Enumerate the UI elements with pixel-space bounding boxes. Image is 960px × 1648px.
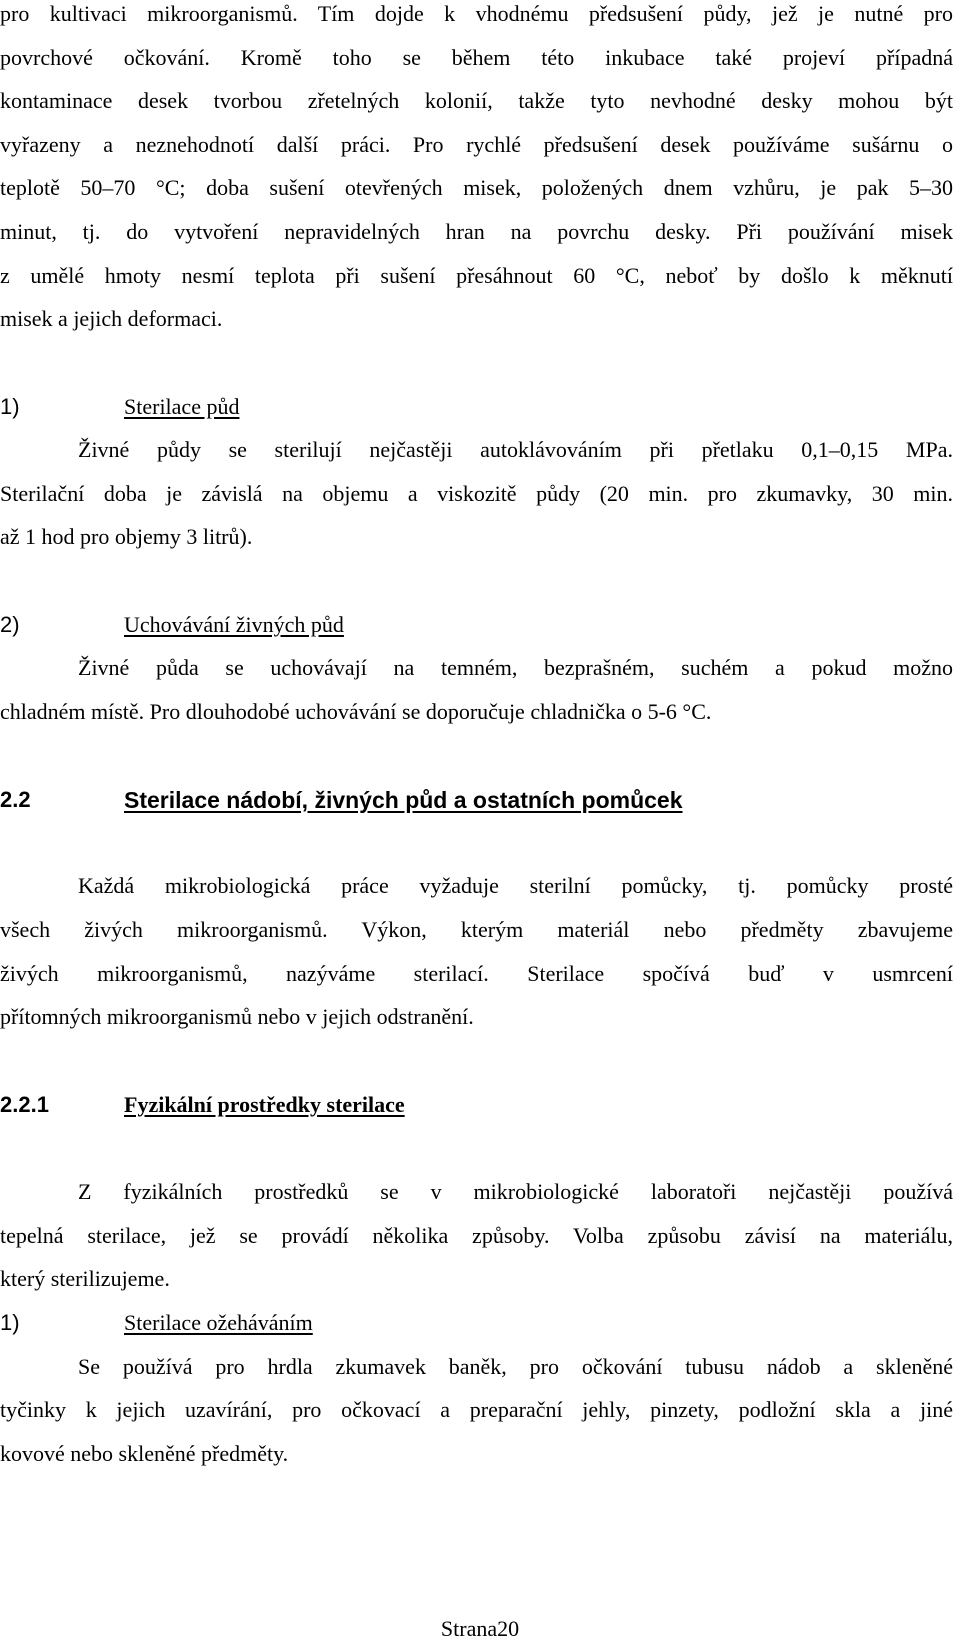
- subsection-title: Sterilace ožeháváním: [124, 1310, 313, 1335]
- section-heading: Sterilace nádobí, živných půd a ostatních pomůcek: [124, 787, 683, 813]
- paragraph-line: Z fyzikálních prostředků se v mikrobiologické laboratoři nejčastěji používá: [78, 1179, 953, 1204]
- paragraph-line: až 1 hod pro objemy 3 litrů).: [0, 524, 253, 549]
- paragraph-line: z umělé hmoty nesmí teplota při sušení přesáhnout 60 °C, neboť by došlo k měknutí: [0, 263, 953, 288]
- page-number: Strana20: [440, 1616, 520, 1641]
- paragraph-line: pro kultivaci mikroorganismů. Tím dojde k vhodnému předsušení půdy, jež je nutné pro: [0, 1, 953, 26]
- paragraph-line: teplotě 50–70 °C; doba sušení otevřených misek, položených dnem vzhůru, je pak 5–30: [0, 175, 953, 200]
- subsection-title: Sterilace půd: [124, 394, 240, 419]
- section-number: 2.2: [0, 787, 31, 812]
- paragraph-line: Každá mikrobiologická práce vyžaduje sterilní pomůcky, tj. pomůcky prosté: [78, 873, 953, 898]
- subsection-title: Uchovávání živných půd: [124, 612, 344, 637]
- paragraph-line: kovové nebo skleněné předměty.: [0, 1441, 289, 1466]
- paragraph-line: který sterilizujeme.: [0, 1266, 170, 1291]
- paragraph-line: povrchové očkování. Kromě toho se během této inkubace také projeví případná: [0, 45, 953, 70]
- section-heading: Fyzikální prostředky sterilace: [124, 1092, 405, 1117]
- list-number: 1): [0, 1310, 20, 1335]
- paragraph-line: živých mikroorganismů, nazýváme sterilací. Sterilace spočívá buď v usmrcení: [0, 961, 953, 986]
- list-number: 1): [0, 394, 20, 419]
- paragraph-line: přítomných mikroorganismů nebo v jejich odstranění.: [0, 1004, 474, 1029]
- paragraph-line: misek a jejich deformaci.: [0, 306, 223, 331]
- paragraph-line: Živné půda se uchovávají na temném, bezprašném, suchém a pokud možno: [78, 655, 953, 680]
- paragraph-line: tepelná sterilace, jež se provádí několika způsoby. Volba způsobu závisí na materiálu,: [0, 1223, 953, 1248]
- paragraph-line: všech živých mikroorganismů. Výkon, kterým materiál nebo předměty zbavujeme: [0, 917, 953, 942]
- list-number: 2): [0, 612, 20, 637]
- paragraph-line: kontaminace desek tvorbou zřetelných kolonií, takže tyto nevhodné desky mohou být: [0, 88, 953, 113]
- paragraph-line: Se používá pro hrdla zkumavek baněk, pro očkování tubusu nádob a skleněné: [78, 1354, 953, 1379]
- paragraph-line: Živné půdy se sterilují nejčastěji autoklávováním při přetlaku 0,1–0,15 MPa.: [78, 437, 953, 462]
- paragraph-line: minut, tj. do vytvoření nepravidelných hran na povrchu desky. Při používání misek: [0, 219, 953, 244]
- paragraph-line: chladném místě. Pro dlouhodobé uchovávání se doporučuje chladnička o 5-6 °C.: [0, 699, 712, 724]
- paragraph-line: tyčinky k jejich uzavírání, pro očkovací a preparační jehly, pinzety, podložní skla a jiné: [0, 1397, 953, 1422]
- paragraph-line: Sterilační doba je závislá na objemu a viskozitě půdy (20 min. pro zkumavky, 30 min.: [0, 481, 953, 506]
- paragraph-line: vyřazeny a neznehodnotí další práci. Pro rychlé předsušení desek používáme sušárnu o: [0, 132, 953, 157]
- section-number: 2.2.1: [0, 1092, 49, 1117]
